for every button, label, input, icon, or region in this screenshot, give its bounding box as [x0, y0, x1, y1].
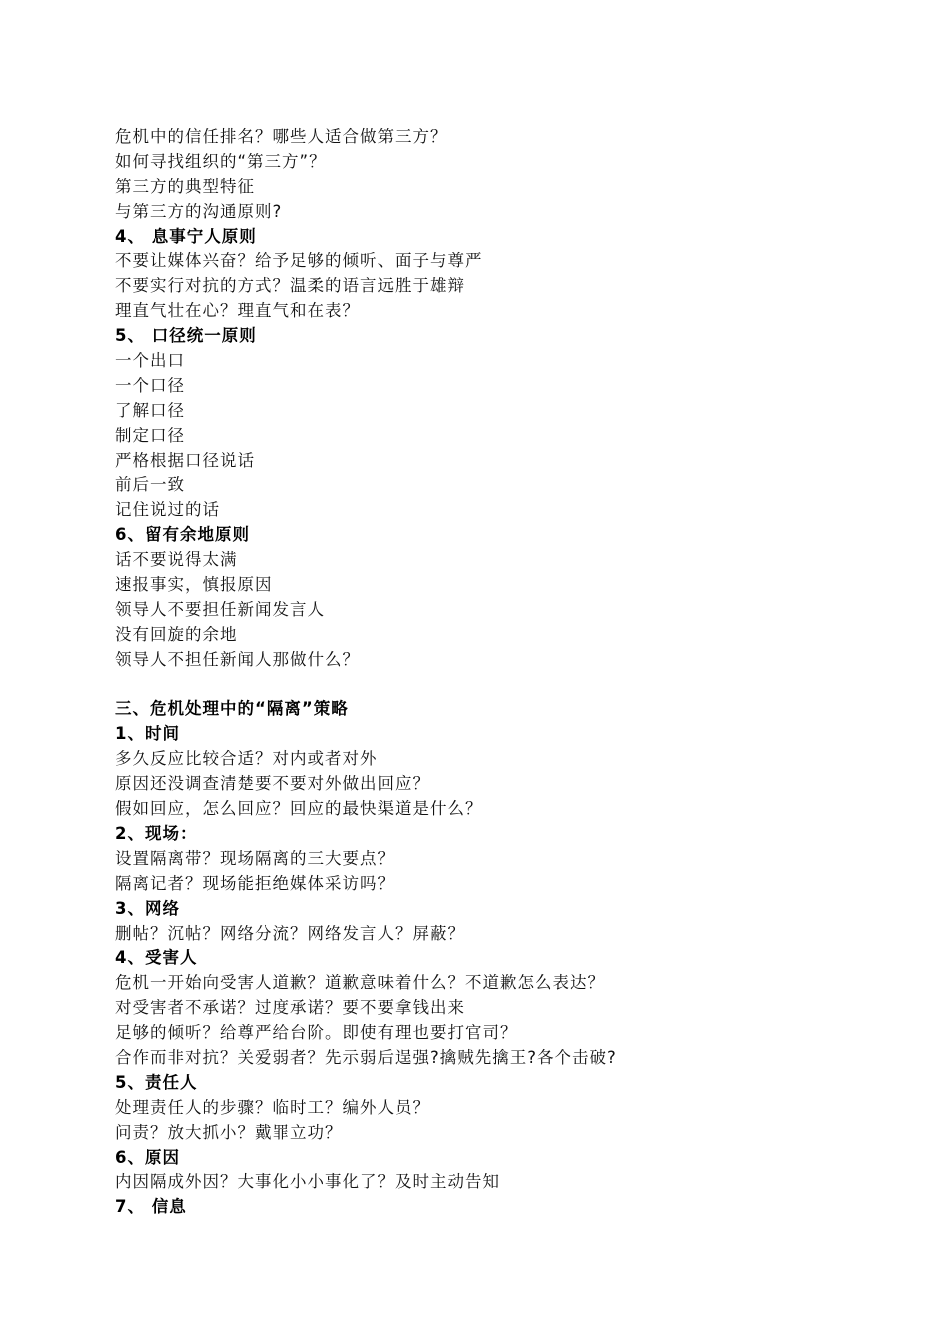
section-heading: 4、 息事宁人原则: [115, 226, 257, 246]
text-line: 不要实行对抗的方式？温柔的语言远胜于雄辩: [115, 276, 465, 296]
text-line: 领导人不要担任新闻发言人: [115, 599, 325, 619]
text-line: 话不要说得太满: [115, 550, 238, 570]
text-line: 删帖？沉帖？网络分流？网络发言人？屏蔽？: [115, 923, 465, 943]
section-heading: 4、受害人: [115, 948, 198, 968]
text-line: 内因隔成外因？大事化小小事化了？及时主动告知: [115, 1172, 500, 1192]
text-line: 速报事实，慎报原因: [115, 575, 273, 595]
text-line: 合作而非对抗？关爱弱者？先示弱后逞强?擒贼先擒王?各个击破?: [115, 1047, 617, 1067]
text-line: 前后一致: [115, 475, 185, 495]
text-line: 没有回旋的余地: [115, 624, 238, 644]
section-heading: 2、现场：: [115, 823, 198, 843]
text-line: 多久反应比较合适？对内或者对外: [115, 749, 378, 769]
text-line: 危机中的信任排名？哪些人适合做第三方？: [115, 127, 448, 146]
blank-line: [115, 673, 835, 698]
section-heading: 1、时间: [115, 724, 180, 744]
text-line: 假如回应，怎么回应？回应的最快渠道是什么？: [115, 799, 483, 819]
section-heading: 5、 口径统一原则: [115, 326, 257, 346]
text-line: 如何寻找组织的“第三方”？: [115, 151, 327, 171]
text-line: 领导人不担任新闻人那做什么？: [115, 649, 360, 669]
text-line: 一个出口: [115, 351, 185, 371]
text-line: 与第三方的沟通原则?: [115, 201, 283, 221]
text-line: 足够的倾听？给尊严给台阶。即使有理也要打官司？: [115, 1023, 518, 1043]
text-line: 一个口径: [115, 375, 185, 395]
section-heading: 3、网络: [115, 898, 180, 918]
text-line: 记住说过的话: [115, 500, 220, 520]
document-body: [115, 125, 835, 1220]
text-line: 原因还没调查清楚要不要对外做出回应？: [115, 774, 430, 794]
section-heading: 6、原因: [115, 1147, 180, 1167]
text-line: 制定口径: [115, 425, 185, 445]
section-heading: 5、责任人: [115, 1072, 198, 1092]
text-line: 第三方的典型特征: [115, 176, 255, 196]
text-line: 危机一开始向受害人道歉？道歉意味着什么？不道歉怎么表达？: [115, 973, 605, 993]
text-line: 理直气壮在心？理直气和在表？: [115, 301, 360, 321]
text-line: 严格根据口径说话: [115, 450, 255, 470]
text-line: 对受害者不承诺？过度承诺？要不要拿钱出来: [115, 998, 465, 1018]
text-line: 了解口径: [115, 400, 185, 420]
text-line: 设置隔离带？现场隔离的三大要点？: [115, 848, 395, 868]
section-heading: 三、危机处理中的“隔离”策略: [115, 699, 349, 719]
text-line: 不要让媒体兴奋？给予足够的倾听、面子与尊严: [115, 251, 483, 271]
text-line: 问责？放大抓小？戴罪立功？: [115, 1122, 343, 1142]
text-line: 处理责任人的步骤？临时工？编外人员？: [115, 1097, 430, 1117]
text-line: 隔离记者？现场能拒绝媒体采访吗？: [115, 873, 395, 893]
section-heading: 6、留有余地原则: [115, 525, 250, 545]
section-heading: 7、 信息: [115, 1197, 187, 1217]
